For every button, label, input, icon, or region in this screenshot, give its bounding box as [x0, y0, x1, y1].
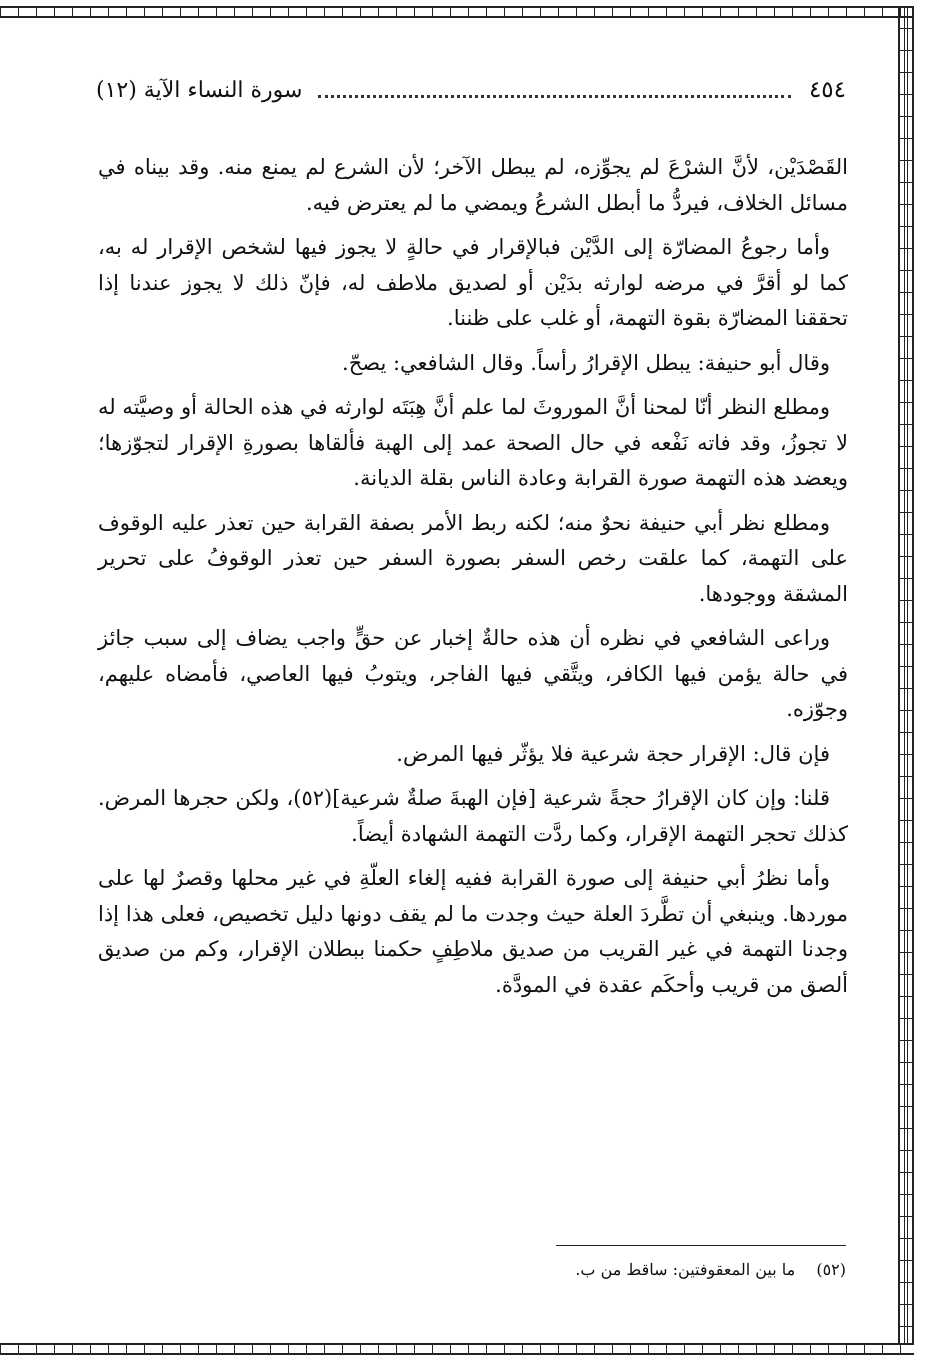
footnote-text: ما بين المعقوفتين: ساقط من ب.: [575, 1260, 796, 1279]
footnote-separator: [556, 1245, 846, 1246]
paragraph-9: وأما نظرُ أبي حنيفة إلى صورة القرابة ففيه إلغاء العلّةِ في غير محلها وقصرٌ لها على موردها. وينبغي أن تطَّردَ العلة حيث وجدت ما لم يقف دونها دليل تخصيص، فعلى هذا إذا وجدنا التهمة في غير القريب من صديق ملاطِفٍ حكمنا ببطلان الإقرار، وكم من صديق ألصق من قريب وأحكَم عقدة في المودَّة.: [98, 866, 848, 997]
page-number: ٤٥٤: [808, 77, 846, 103]
paragraph-3: وقال أبو حنيفة: يبطل الإقرارُ رأساً. وقال الشافعي: يصحّ.: [342, 350, 830, 375]
header-leader-dots: [318, 95, 790, 98]
paragraph-7: فإن قال: الإقرار حجة شرعية فلا يؤثّر فيها المرض.: [396, 741, 830, 766]
paragraph-2: وأما رجوعُ المضارّة إلى الدَّيْن فبالإقرار في حالةٍ لا يجوز فيها لشخص الإقرار له به، كما لو أقرَّ في مرضه لوارثه بدَيْن أو لصديق ملاطف له، فإنّ ذلك لا يجوز عندنا إذا تحققنا المضارّة بقوة التهمة، أو غلب على ظننا.: [98, 235, 848, 330]
top-border-ornament: [0, 6, 914, 18]
page-body: [98, 150, 848, 1012]
right-border-ornament: [898, 6, 914, 1355]
paragraph-8: قلنا: وإن كان الإقرارُ حجةً شرعية [فإن الهبةَ صلةٌ شرعية](٥٢)، ولكن حجرها المرض. كذلك تحجر التهمة الإقرار، وكما ردَّت التهمة الشهادة أيضاً.: [98, 786, 848, 846]
paragraph-1: القَصْدَيْن، لأنَّ الشرْعَ لم يجوِّزه، لم يبطل الآخر؛ لأن الشرع لم يمنع منه. وقد بيناه في مسائل الخلاف، فيردُّ ما أبطل الشرعُ ويمضي ما لم يعترض فيه.: [98, 155, 848, 215]
footnote-number: (٥٢): [816, 1260, 846, 1279]
paragraph-5: ومطلع نظر أبي حنيفة نحوٌ منه؛ لكنه ربط الأمر بصفة القرابة حين تعذر عليه الوقوف على التهمة، كما علقت رخص السفر بصورة السفر حين تعذر الوقوفُ على تحرير المشقة ووجودها.: [98, 510, 848, 606]
paragraph-4: ومطلع النظر أنّا لمحنا أنَّ الموروثَ لما علم أنَّ هِبَتَه لوارثه في هذه الحالة أو وصيَّته له لا تجوزُ، وقد فاته نَفْعه في حال الصحة عمد إلى الهبة فألقاها بصورةِ الإقرار لتجوّزها؛ ويعضد هذه التهمة صورة القرابة وعادة الناس بقلة الديانة.: [98, 395, 848, 490]
footnote: [400, 1257, 846, 1283]
bottom-border-ornament: [0, 1343, 914, 1355]
page-header: [96, 72, 846, 108]
surah-title: سورة النساء الآية (١٢): [96, 77, 303, 103]
paragraph-6: وراعى الشافعي في نظره أن هذه حالةٌ إخبار عن حقٍّ واجب يضاف إلى سبب جائز في حالة يؤمن فيها الكافر، ويتَّقي فيها الفاجر، ويتوبُ فيها العاصي، فأمضاه عليهم، وجوّزه.: [98, 626, 848, 721]
